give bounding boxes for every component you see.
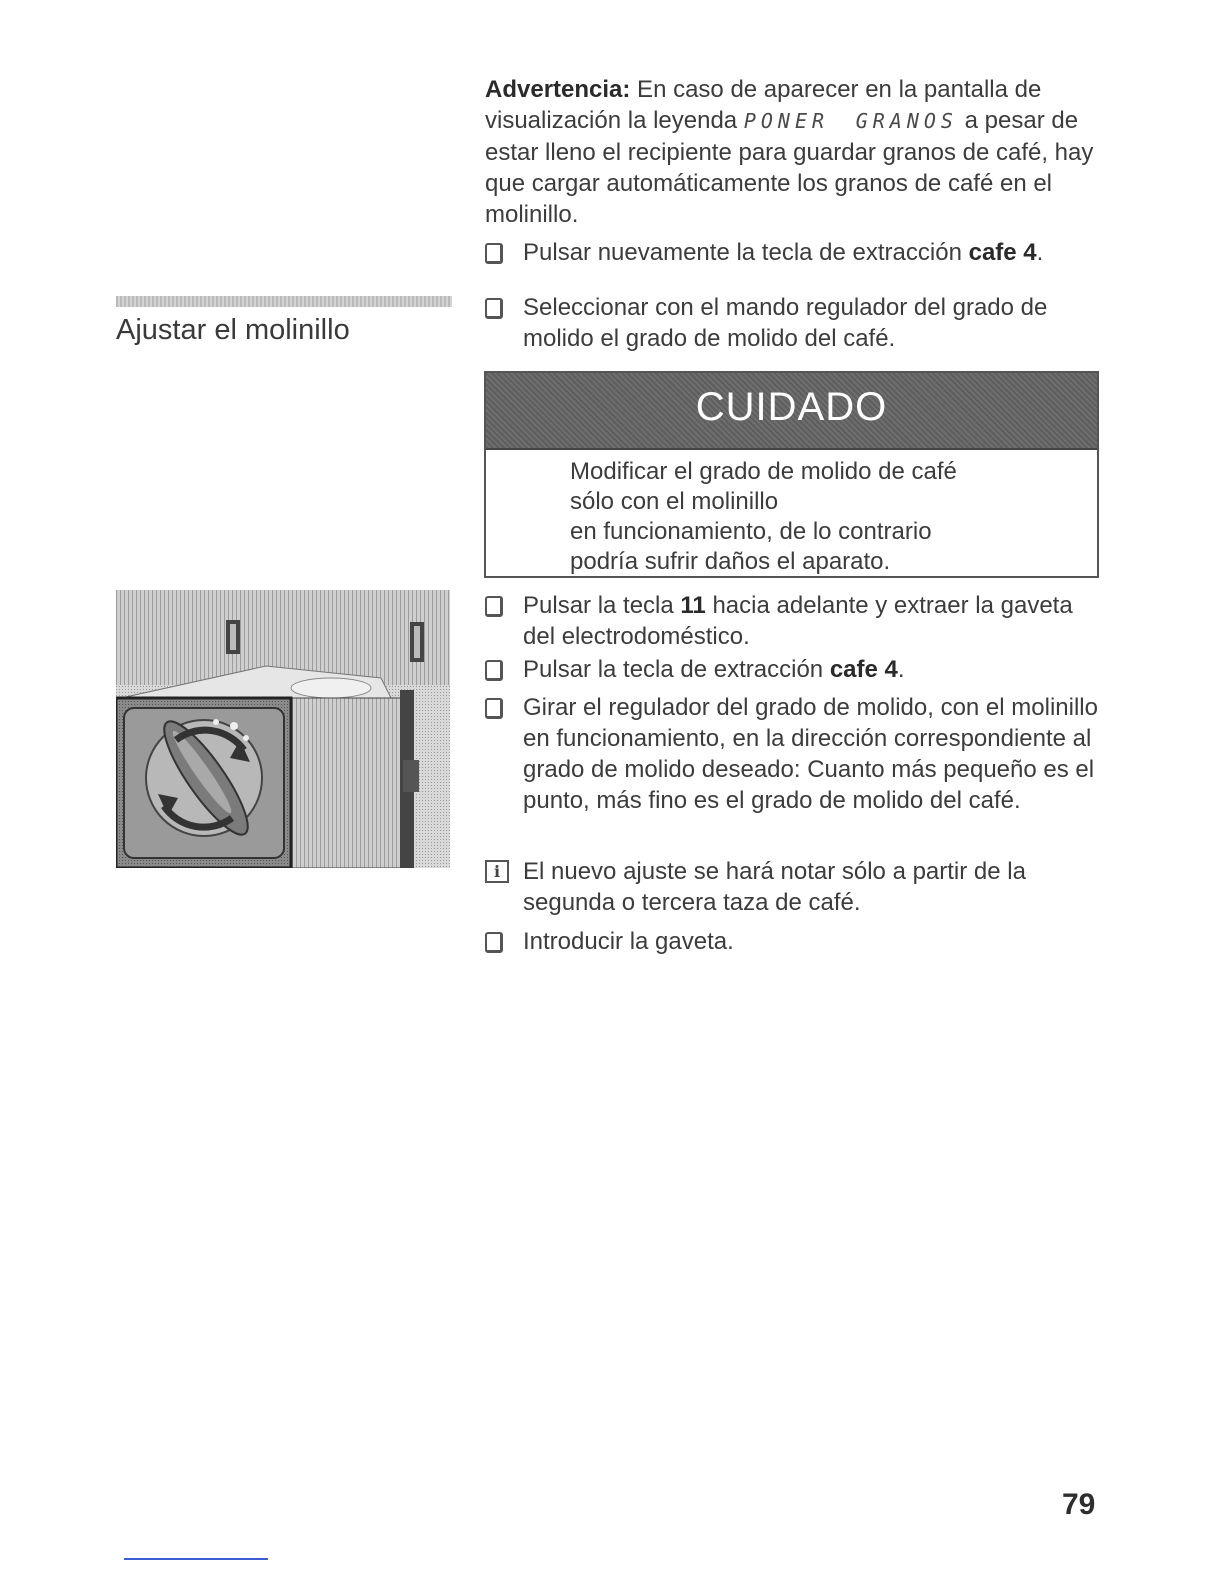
step-insert-drawer [485, 926, 1105, 957]
step-text: Introducir la gaveta. [523, 928, 734, 955]
checkbox-bullet-icon [485, 298, 503, 319]
caution-line: podría sufrir daños el aparato. [570, 548, 891, 575]
footer-rule [124, 1558, 268, 1560]
step-press-cafe [485, 654, 1105, 685]
section-title: Ajustar el molinillo [116, 314, 350, 346]
grinder-dial-illustration [116, 590, 450, 868]
step-key: cafe 4 [829, 656, 898, 683]
warning-paragraph [485, 74, 1105, 230]
step-text-end: hacia adelante y extraer la gaveta del electrodoméstico. [523, 592, 1073, 650]
warning-label: Advertencia: [485, 76, 631, 103]
step-press-cafe-again [485, 237, 1105, 268]
step-text: Pulsar la tecla de extracción [523, 656, 830, 683]
caution-box [484, 371, 1099, 578]
caution-title: CUIDADO [695, 385, 888, 429]
display-text-poner: PONER [743, 109, 830, 133]
caution-line: en funcionamiento, de lo contrario [570, 518, 932, 545]
caution-line: Modificar el grado de molido de café [570, 458, 957, 485]
section-heading-bar [116, 296, 452, 307]
caution-header [486, 373, 1097, 450]
checkbox-bullet-icon [485, 660, 503, 681]
step-key: cafe 4 [968, 239, 1037, 266]
step-text-end: . [897, 656, 905, 683]
step-text-end: . [1036, 239, 1044, 266]
step-text: Pulsar nuevamente la tecla de extracción [523, 239, 969, 266]
step-text: Pulsar la tecla [523, 592, 681, 619]
warning-text-1: En caso de aparecer en la pantalla de visualización la leyenda [485, 76, 1042, 134]
warning-text-2: a pesar de estar lleno el recipiente para guardar granos de café, hay que cargar automáticamente los granos de café en el molinillo. [485, 107, 1094, 228]
step-select-grind [485, 292, 1105, 354]
step-turn-regulator [485, 692, 1105, 816]
step-press-key-11 [485, 590, 1105, 652]
step-text: Seleccionar con el mando regulador del grado de molido el grado de molido del café. [523, 294, 1048, 352]
info-icon: i [485, 860, 509, 883]
checkbox-bullet-icon [485, 596, 503, 617]
display-text-granos: GRANOS [855, 109, 958, 133]
step-text: Girar el regulador del grado de molido, con el molinillo en funcionamiento, en la dirección correspondiente al grado de molido deseado: Cuanto más pequeño es el punto, más fino es el grado de molido del café. [523, 694, 1098, 814]
step-key: 11 [680, 592, 706, 619]
info-text: El nuevo ajuste se hará notar sólo a partir de la segunda o tercera taza de café. [523, 858, 1026, 916]
checkbox-bullet-icon [485, 698, 503, 719]
page-number: 79 [1062, 1488, 1096, 1521]
info-note [485, 856, 1105, 918]
caution-body [570, 457, 1070, 577]
caution-line: sólo con el molinillo [570, 488, 779, 515]
checkbox-bullet-icon [485, 243, 503, 264]
checkbox-bullet-icon [485, 932, 503, 953]
